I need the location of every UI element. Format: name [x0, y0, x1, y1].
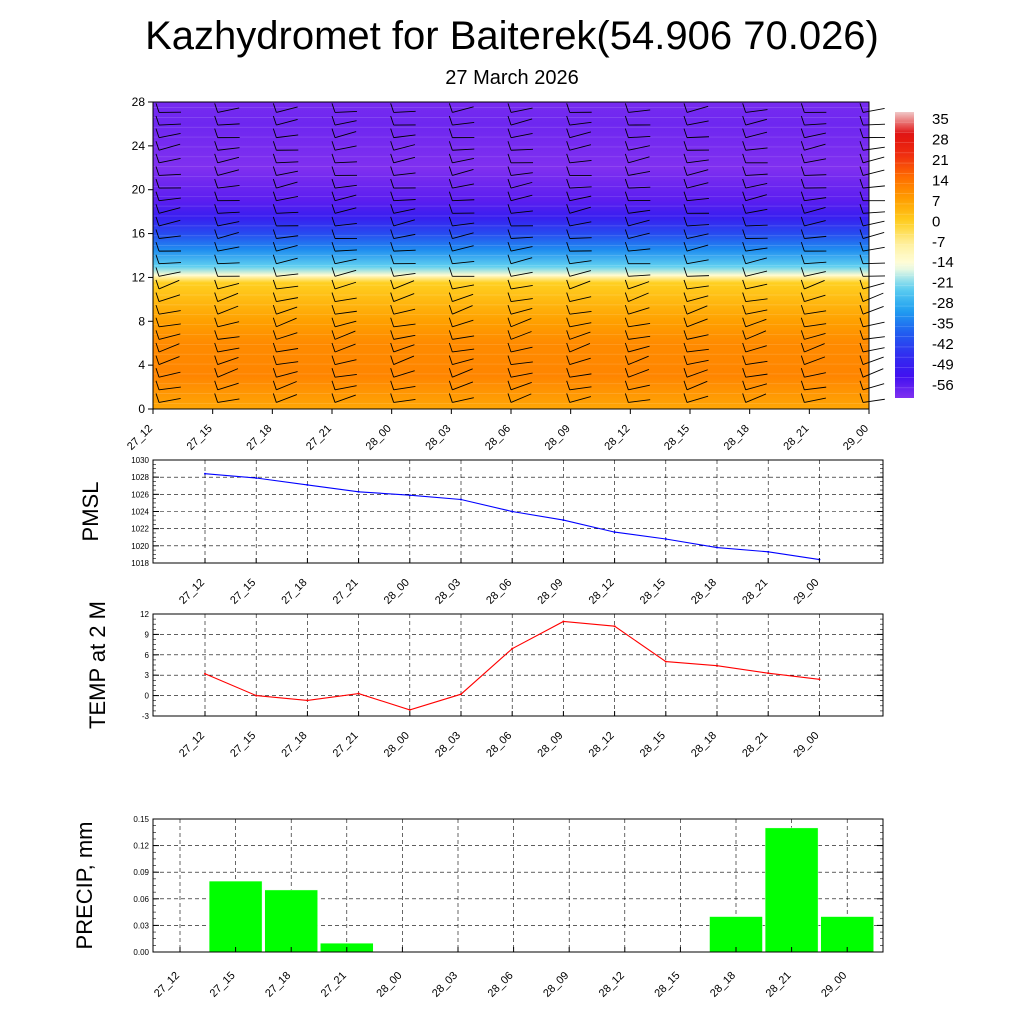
data-point: [204, 473, 206, 475]
xtick-label: 27_18: [279, 729, 310, 760]
xtick-label: 28_21: [740, 729, 771, 760]
heatmap-ytick-label: 4: [138, 358, 145, 373]
xtick-label: 29_00: [791, 729, 822, 760]
data-point: [358, 693, 360, 695]
chart-title: Kazhydromet for Baiterek(54.906 70.026): [145, 14, 879, 58]
ytick-label: 1024: [131, 507, 149, 517]
colorbar-label: 0: [932, 213, 941, 231]
ytick-label: 12: [140, 610, 149, 619]
data-point: [614, 531, 616, 533]
y-axis-title: PRECIP, mm: [72, 821, 97, 950]
xtick-label: 28_18: [689, 729, 720, 760]
precip-bar: [765, 828, 818, 952]
precip-bar: [821, 917, 874, 952]
colorbar-label: 21: [932, 151, 949, 169]
heatmap-xtick-label: 27_15: [184, 422, 215, 453]
ytick-label: 1022: [131, 524, 149, 534]
data-point: [665, 661, 667, 663]
ytick-label: 3: [144, 671, 149, 681]
colorbar-label: 28: [932, 131, 949, 149]
data-point: [460, 498, 462, 500]
xtick-label: 27_12: [177, 729, 208, 760]
xtick-label: 27_21: [330, 729, 361, 760]
data-point: [460, 693, 462, 695]
ytick-label: 6: [144, 650, 149, 660]
data-point: [409, 709, 411, 711]
xtick-label: 28_15: [637, 576, 668, 607]
colorbar-label: -21: [932, 274, 954, 292]
data-point: [204, 673, 206, 675]
temp-2m-line-panel: [85, 601, 883, 760]
data-point: [665, 538, 667, 540]
xtick-label: 28_15: [652, 969, 683, 1000]
xtick-label: 28_03: [430, 969, 461, 1000]
data-point: [409, 494, 411, 496]
ytick-label: 1028: [131, 473, 149, 483]
precip-bar-panel: [72, 815, 883, 1000]
ytick-label: 1020: [131, 541, 149, 551]
xtick-label: 27_18: [279, 576, 310, 607]
ytick-label: 1018: [131, 559, 149, 568]
data-point: [255, 477, 257, 479]
xtick-label: 29_00: [791, 576, 822, 607]
heatmap-xtick-label: 28_00: [363, 422, 394, 453]
data-point: [614, 625, 616, 627]
ytick-label: 1026: [131, 490, 149, 500]
heatmap-xtick-label: 28_12: [602, 422, 633, 453]
xtick-label: 28_09: [541, 969, 572, 1000]
xtick-label: 28_15: [637, 729, 668, 760]
xtick-label: 28_00: [381, 729, 412, 760]
xtick-label: 27_18: [263, 969, 294, 1000]
xtick-label: 28_18: [708, 969, 739, 1000]
heatmap-xtick-label: 28_21: [781, 422, 812, 453]
heatmap-xtick-label: 27_12: [125, 422, 156, 453]
temperature-colorbar: [895, 111, 954, 398]
colorbar-label: -42: [932, 336, 954, 354]
xtick-label: 28_09: [535, 576, 566, 607]
precip-bar: [265, 890, 318, 952]
heatmap-ytick-label: 20: [131, 182, 145, 197]
xtick-label: 27_21: [330, 576, 361, 607]
xtick-label: 28_12: [586, 576, 617, 607]
ytick-label: 9: [144, 630, 149, 640]
colorbar-label: 7: [932, 192, 941, 210]
data-point: [255, 695, 257, 697]
xtick-label: 28_00: [374, 969, 405, 1000]
heatmap-xtick-label: 28_06: [483, 422, 514, 453]
colorbar-label: -56: [932, 377, 954, 394]
ytick-label: 0.12: [133, 841, 149, 851]
heatmap-ytick-label: 24: [131, 138, 145, 153]
xtick-label: 28_03: [433, 729, 464, 760]
heatmap-xtick-label: 28_18: [721, 422, 752, 453]
data-point: [767, 672, 769, 674]
xtick-label: 28_09: [535, 729, 566, 760]
xtick-label: 28_06: [485, 969, 516, 1000]
ytick-label: 0.09: [133, 868, 149, 878]
xtick-label: 27_12: [177, 576, 208, 607]
colorbar-label: -7: [932, 233, 946, 251]
data-point: [716, 665, 718, 667]
heatmap-xtick-label: 28_09: [542, 422, 573, 453]
ytick-label: 0.03: [133, 921, 149, 931]
xtick-label: 28_12: [586, 729, 617, 760]
data-point: [562, 519, 564, 521]
xtick-label: 28_12: [596, 969, 627, 1000]
xtick-label: 29_00: [819, 969, 850, 1000]
heatmap-xtick-label: 27_21: [304, 422, 335, 453]
xtick-label: 28_06: [484, 729, 515, 760]
data-point: [562, 620, 564, 622]
y-axis-title: PMSL: [78, 481, 103, 542]
colorbar-label: -14: [932, 254, 954, 272]
xtick-label: 28_21: [763, 969, 794, 1000]
heatmap-xtick-label: 28_15: [662, 422, 693, 453]
heatmap-ytick-label: 12: [131, 270, 145, 285]
heatmap-ytick-label: 16: [131, 226, 145, 241]
precip-bar: [710, 917, 763, 952]
xtick-label: 27_15: [228, 729, 259, 760]
heatmap-xtick-label: 27_18: [244, 422, 275, 453]
data-point: [306, 484, 308, 486]
xtick-label: 28_06: [484, 576, 515, 607]
data-point: [818, 678, 820, 680]
data-point: [767, 551, 769, 553]
pmsl-line-panel: [78, 456, 883, 607]
xtick-label: 28_21: [740, 576, 771, 607]
xtick-label: 27_15: [207, 969, 238, 1000]
heatmap-ytick-label: 28: [131, 95, 145, 109]
ytick-label: 0: [144, 691, 149, 701]
chart-subtitle: 27 March 2026: [445, 67, 579, 89]
xtick-label: 27_12: [152, 969, 183, 1000]
data-point: [358, 491, 360, 493]
temperature-heatmap-panel: [125, 95, 885, 453]
precip-bar: [209, 881, 262, 952]
heatmap-xtick-label: 28_03: [423, 422, 454, 453]
panel-frame: [153, 614, 883, 716]
ytick-label: 0.15: [133, 815, 149, 824]
xtick-label: 28_00: [381, 576, 412, 607]
heatmap-ytick-label: 8: [138, 314, 145, 329]
colorbar-label: -49: [932, 356, 954, 374]
y-axis-title: TEMP at 2 M: [85, 601, 110, 729]
data-point: [716, 547, 718, 549]
data-point: [511, 511, 513, 513]
heatmap-xtick-label: 29_00: [841, 422, 872, 453]
ytick-label: 0.06: [133, 894, 149, 904]
xtick-label: 27_21: [318, 969, 349, 1000]
data-point: [306, 699, 308, 701]
xtick-label: 28_18: [689, 576, 720, 607]
colorbar-label: 14: [932, 172, 949, 190]
ytick-label: 0.00: [133, 948, 149, 957]
data-point: [511, 648, 513, 650]
xtick-label: 27_15: [228, 576, 259, 607]
colorbar-label: 35: [932, 111, 949, 128]
xtick-label: 28_03: [433, 576, 464, 607]
ytick-label: -3: [141, 712, 149, 721]
ytick-label: 1030: [131, 456, 149, 465]
heatmap-ytick-label: 0: [138, 402, 145, 416]
colorbar-label: -35: [932, 315, 954, 333]
colorbar-label: -28: [932, 295, 954, 313]
